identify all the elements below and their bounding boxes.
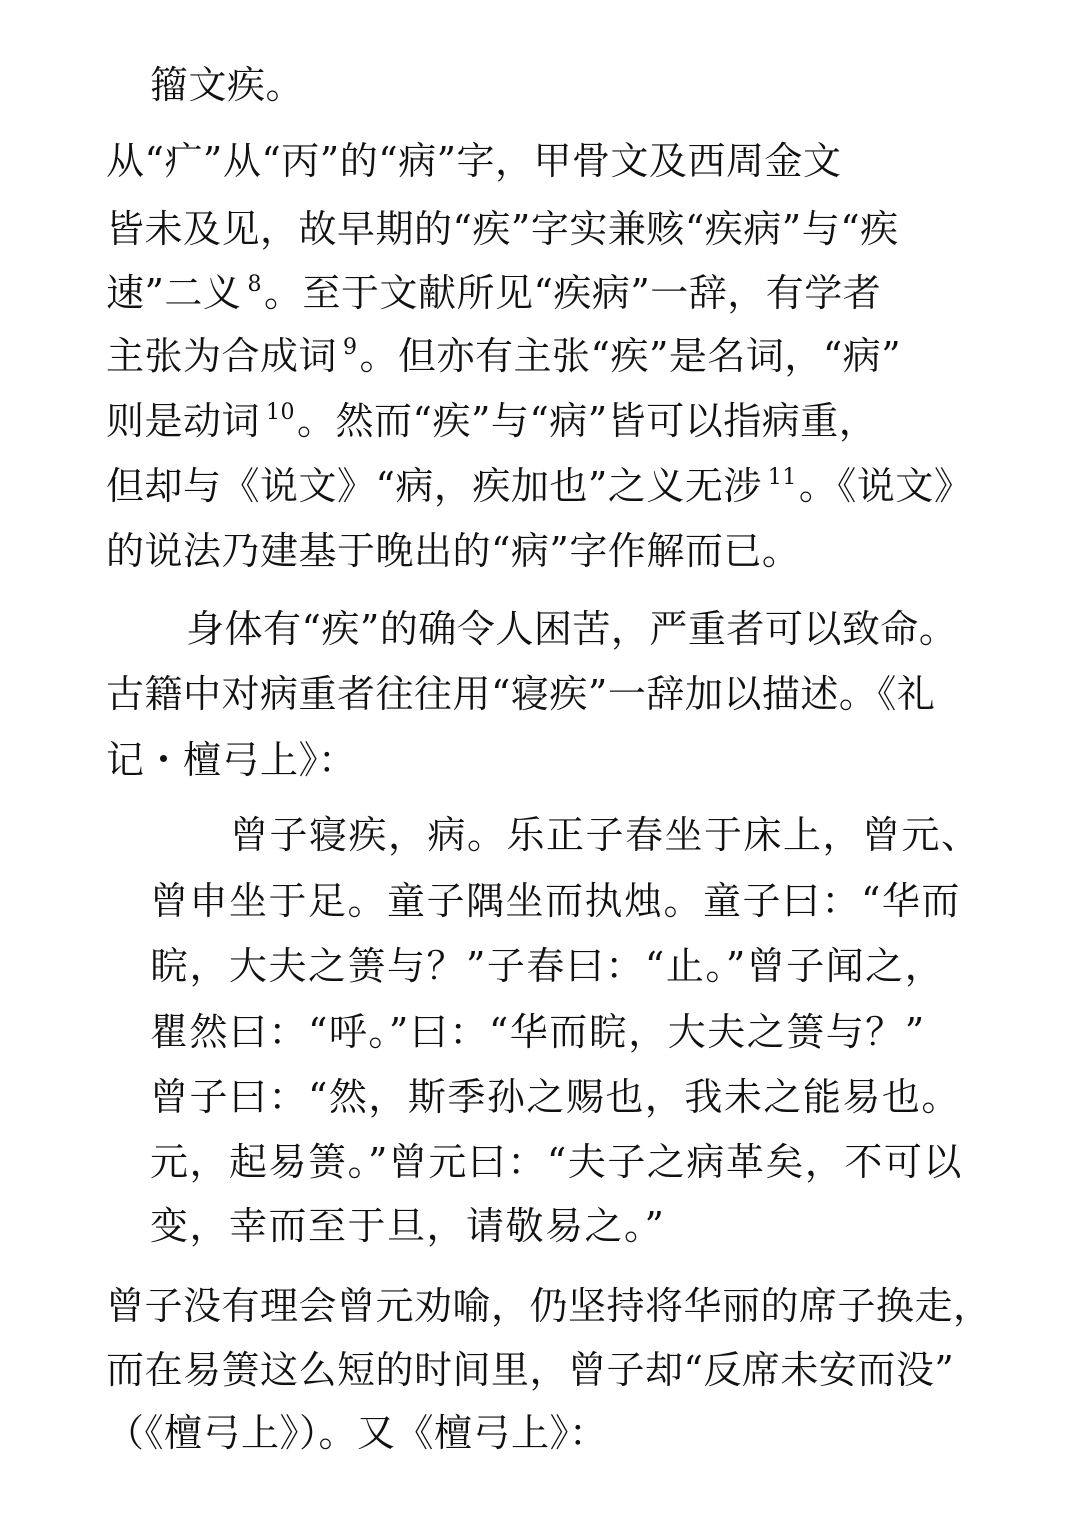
text-segment: 。但亦有主张“疾”是名词，“病” xyxy=(359,334,902,378)
quote-line: 瞿然曰：“呼。”曰：“华而睆，大夫之箦与？” xyxy=(150,1010,926,1054)
footnote-marker-8: 8 xyxy=(247,272,262,297)
quote-line: 曾子曰：“然，斯季孙之赐也，我未之能易也。 xyxy=(150,1075,961,1119)
quote-line: 元，起易箦。”曾元曰：“夫子之病革矣，不可以 xyxy=(150,1140,963,1184)
text-line xyxy=(106,398,877,444)
footnote-marker-11: 11 xyxy=(767,465,797,490)
text-segment: 。然而“疾”与“病”皆可以指病重， xyxy=(297,399,878,443)
text-line: 记・檀弓上》： xyxy=(106,738,357,782)
text-line: 身体有“疾”的确令人困苦，严重者可以致命。 xyxy=(186,607,958,651)
quote-line: 变，幸而至于旦，请敬易之。” xyxy=(150,1204,666,1248)
quote-line: 曾子寝疾，病。乐正子春坐于床上，曾元、 xyxy=(230,813,981,857)
text-line xyxy=(106,463,972,509)
text-segment: 则是动词 xyxy=(106,399,261,443)
text-line: 的说法乃建基于晚出的“病”字作解而已。 xyxy=(106,529,801,573)
footnote-marker-10: 10 xyxy=(266,400,296,425)
quote-line: 睆，大夫之箦与？”子春曰：“止。”曾子闻之， xyxy=(150,944,945,988)
text-line: 曾子没有理会曾元劝喻，仍坚持将华丽的席子换走， xyxy=(106,1284,992,1328)
fragment-line: 籀文疾。 xyxy=(150,63,305,107)
text-line xyxy=(106,270,881,316)
quote-line: 曾申坐于足。童子隅坐而执烛。童子曰：“华而 xyxy=(150,879,961,923)
text-segment: 。《说文》 xyxy=(798,464,973,508)
text-segment: 但却与《说文》“病，疾加也”之义无涉 xyxy=(106,464,762,508)
text-segment: 速”二义 xyxy=(106,271,242,315)
text-line: 皆未及见，故早期的“疾”字实兼赅“疾病”与“疾 xyxy=(106,207,899,251)
text-line: 从“疒”从“丙”的“病”字，甲骨文及西周金文 xyxy=(106,139,842,183)
text-line xyxy=(106,333,901,379)
text-line: （《檀弓上》）。又《檀弓上》： xyxy=(106,1411,608,1455)
text-line: 古籍中对病重者往往用“寝疾”一辞加以描述。《礼 xyxy=(106,672,936,716)
text-line: 而在易箦这么短的时间里，曾子却“反席未安而没” xyxy=(106,1348,955,1392)
text-segment: 主张为合成词 xyxy=(106,334,338,378)
footnote-marker-9: 9 xyxy=(343,335,358,360)
text-segment: 。至于文献所见“疾病”一辞，有学者 xyxy=(263,271,882,315)
